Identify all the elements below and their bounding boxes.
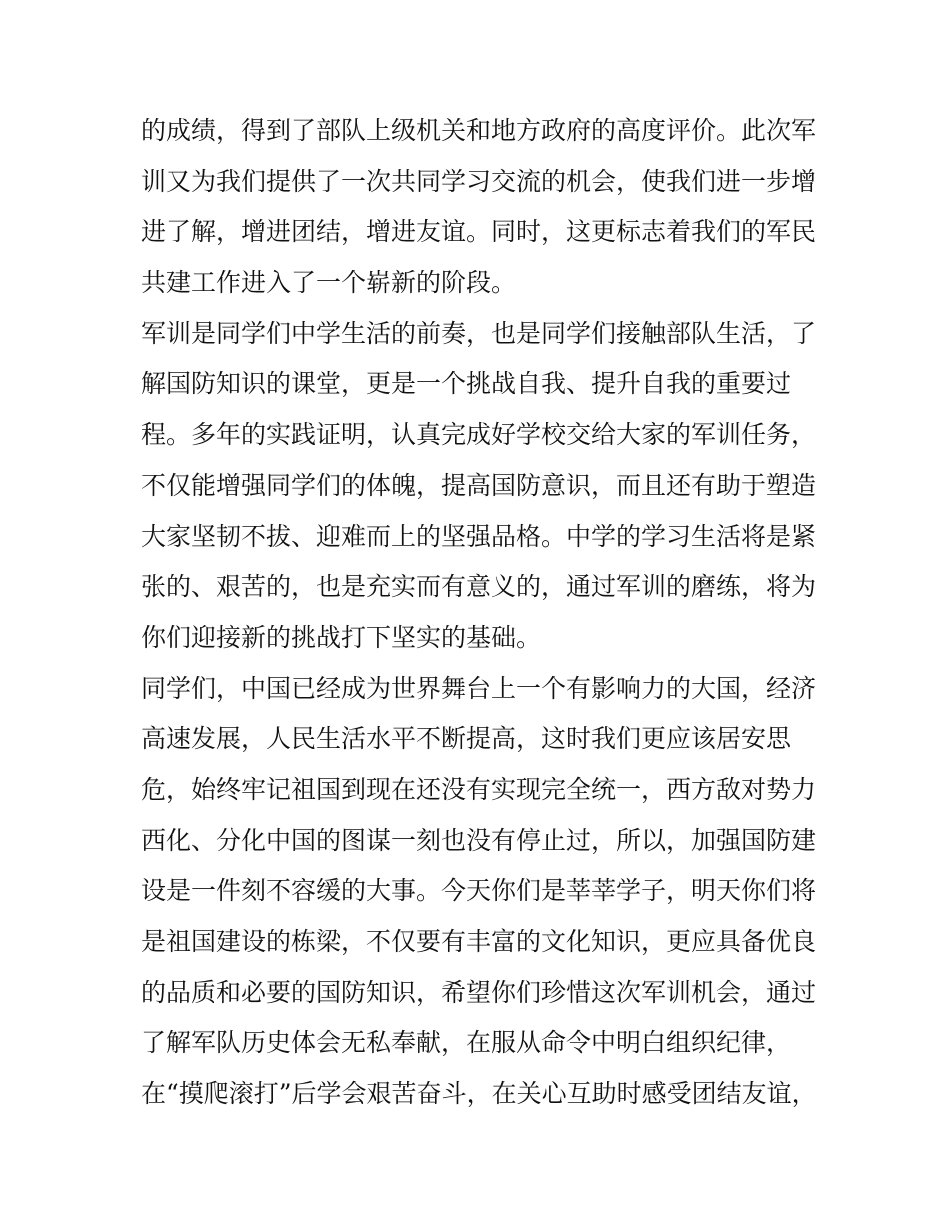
text-line: 了解军队历史体会无私奉献，在服从命令中明白组织纪律， <box>141 1028 792 1058</box>
text-line: 危，始终牢记祖国到现在还没有实现完全统一，西方敌对势力 <box>141 774 817 804</box>
text-line: 的品质和必要的国防知识，希望你们珍惜这次军训机会，通过 <box>141 977 817 1007</box>
text-line: 同学们，中国已经成为世界舞台上一个有影响力的大国，经济 <box>141 673 817 703</box>
text-line: 张的、艰苦的，也是充实而有意义的，通过军训的磨练，将为 <box>141 572 817 602</box>
text-line: 进了解，增进团结，增进友谊。同时，这更标志着我们的军民 <box>141 217 817 247</box>
text-line: 在“摸爬滚打”后学会艰苦奋斗，在关心互助时感受团结友谊， <box>141 1079 817 1109</box>
text-line: 的成绩，得到了部队上级机关和地方政府的高度评价。此次军 <box>141 116 817 145</box>
text-line: 程。多年的实践证明，认真完成好学校交给大家的军训任务， <box>141 420 817 450</box>
text-line: 不仅能增强同学们的体魄，提高国防意识，而且还有助于塑造 <box>141 470 817 500</box>
text-line: 共建工作进入了一个崭新的阶段。 <box>141 268 517 298</box>
text-line: 军训是同学们中学生活的前奏，也是同学们接触部队生活，了 <box>141 318 817 348</box>
text-line: 是祖国建设的栋梁，不仅要有丰富的文化知识，更应具备优良 <box>141 927 817 956</box>
text-line: 高速发展，人民生活水平不断提高，这时我们更应该居安思 <box>141 724 792 754</box>
text-line: 大家坚韧不拔、迎难而上的坚强品格。中学的学习生活将是紧 <box>141 521 817 551</box>
text-line: 你们迎接新的挑战打下坚实的基础。 <box>141 622 542 652</box>
text-line: 训又为我们提供了一次共同学习交流的机会，使我们进一步增 <box>141 166 817 196</box>
body-text <box>141 106 821 1120</box>
text-line: 西化、分化中国的图谋一刻也没有停止过，所以，加强国防建 <box>141 825 817 855</box>
text-line: 解国防知识的课堂，更是一个挑战自我、提升自我的重要过 <box>141 369 792 399</box>
text-line: 设是一件刻不容缓的大事。今天你们是莘莘学子，明天你们将 <box>141 876 817 906</box>
